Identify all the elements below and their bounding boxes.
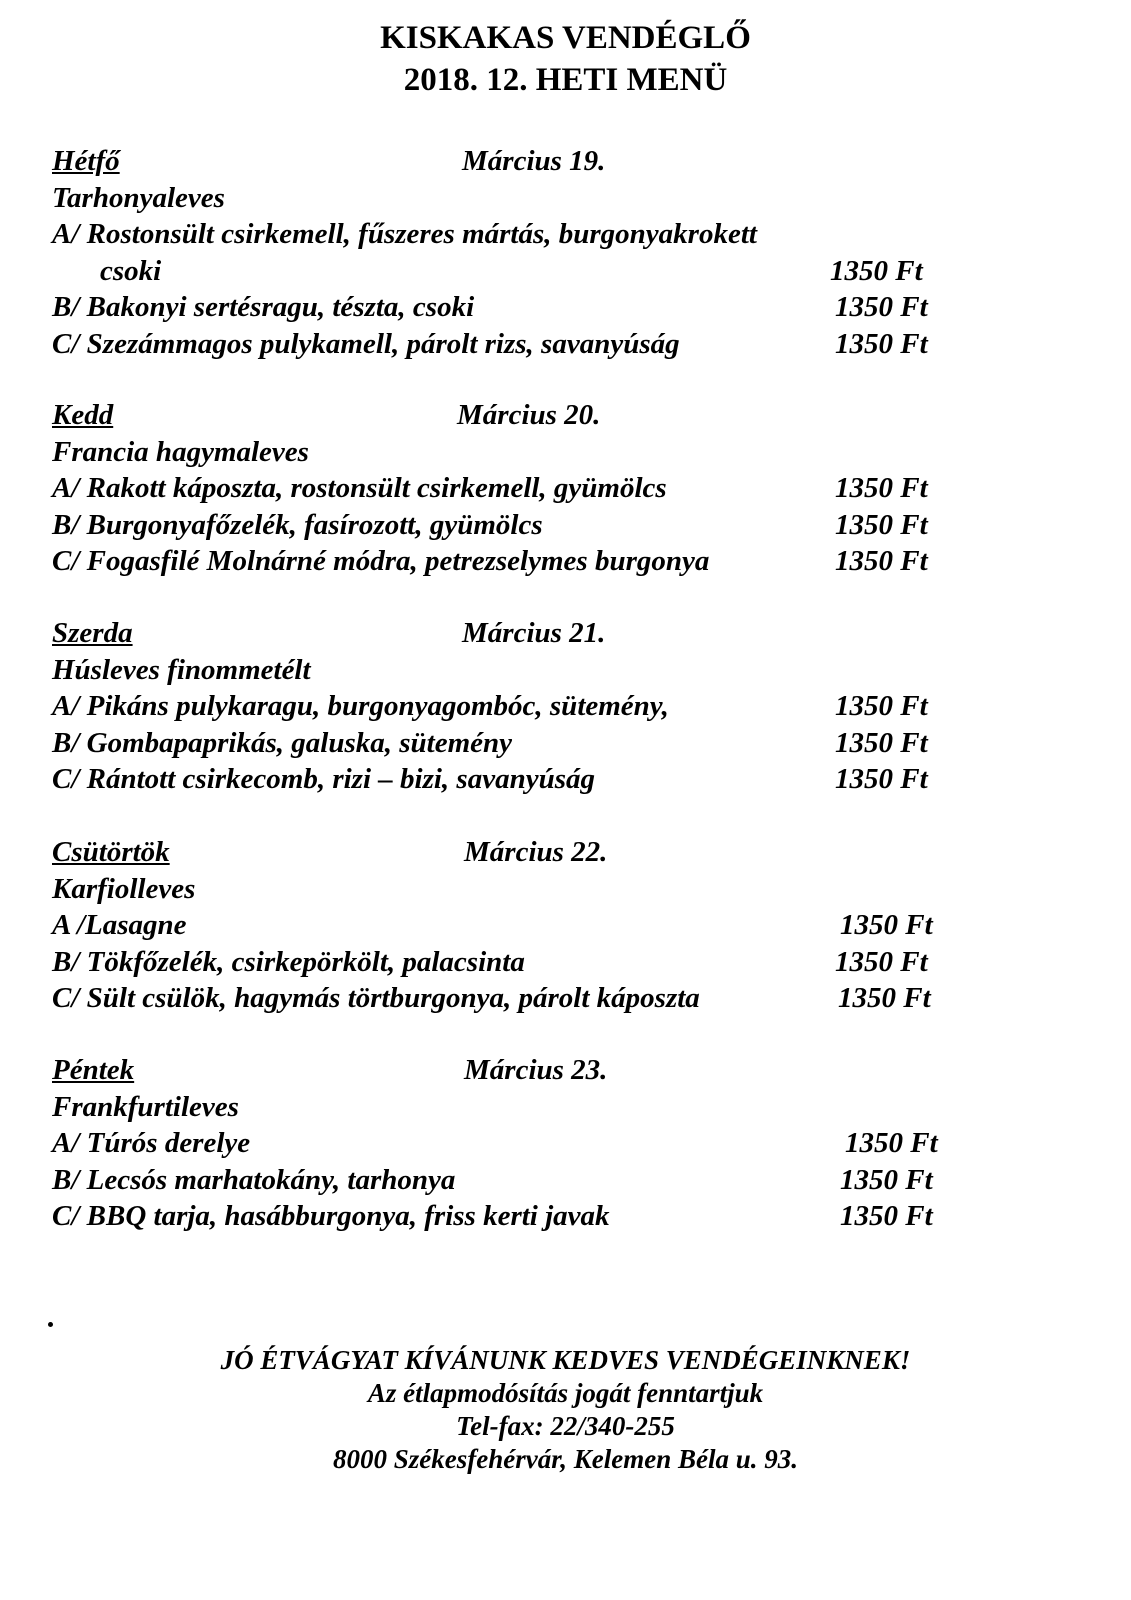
dish-price: 1350 Ft [835, 327, 928, 360]
day-header [52, 1052, 1072, 1089]
dish-price: 1350 Ft [835, 726, 928, 759]
dish-row [52, 1125, 1072, 1162]
dish-price: 1350 Ft [830, 254, 923, 287]
dish-price: 1350 Ft [835, 472, 928, 504]
soup-row [52, 180, 1072, 217]
day-header [52, 143, 1072, 180]
dish-name: B/ Burgonyafőzelék, fasírozott, gyümölcs [52, 508, 543, 541]
dish-name: B/ Tökfőzelék, csirkepörkölt, palacsinta [52, 945, 525, 978]
dish-row [52, 1162, 1072, 1199]
day-date: Március 23. [464, 1054, 608, 1086]
dish-row [52, 289, 1072, 326]
soup-name: Francia hagymaleves [52, 435, 309, 468]
day-header [52, 834, 1072, 871]
day-header [52, 397, 1072, 434]
day-date: Március 21. [462, 617, 606, 649]
dish-name: C/ Fogasfilé Molnárné módra, petrezselymes burgonya [52, 545, 710, 577]
day-date: Március 19. [462, 145, 606, 177]
soup-row [52, 652, 1072, 689]
soup-name: Tarhonyaleves [52, 181, 225, 214]
dish-price: 1350 Ft [835, 291, 928, 323]
day-section-thursday [52, 834, 1072, 1017]
dish-name-continuation: csoki [100, 254, 162, 287]
day-header [52, 615, 1072, 652]
dish-price: 1350 Ft [835, 690, 928, 722]
dish-row [52, 907, 1072, 944]
dish-price: 1350 Ft [835, 545, 928, 577]
dish-name: A/ Rostonsült csirkemell, fűszeres mártás, burgonyakrokett [52, 218, 757, 250]
dish-row [52, 1198, 1072, 1235]
restaurant-name: KISKAKAS VENDÉGLŐ [380, 20, 751, 56]
dish-row [52, 725, 1072, 762]
dish-name: A/ Rakott káposzta, rostonsült csirkemell, gyümölcs [52, 472, 667, 504]
soup-row [52, 434, 1072, 471]
stray-dot [48, 1322, 53, 1327]
day-name: Hétfő [52, 145, 120, 177]
dish-name: B/ Bakonyi sertésragu, tészta, csoki [52, 291, 475, 323]
soup-name: Karfiolleves [52, 872, 196, 905]
dish-row [52, 944, 1072, 981]
dish-row [52, 688, 1072, 725]
dish-price: 1350 Ft [840, 1163, 933, 1196]
footer-address: 8000 Székesfehérvár, Kelemen Béla u. 93. [333, 1444, 798, 1474]
dish-row [52, 543, 1072, 580]
day-section-monday [52, 143, 1072, 362]
day-name: Kedd [52, 399, 114, 431]
dish-name: A/ Túrós derelye [52, 1127, 251, 1159]
day-name: Csütörtök [52, 836, 170, 868]
dish-name: A/ Pikáns pulykaragu, burgonyagombóc, sütemény, [52, 690, 669, 722]
dish-price: 1350 Ft [838, 982, 931, 1014]
dish-row [52, 980, 1072, 1017]
dish-name: C/ BBQ tarja, hasábburgonya, friss kerti javak [52, 1200, 610, 1232]
dish-name: A /Lasagne [52, 909, 187, 941]
footer-phone: Tel-fax: 22/340-255 [456, 1411, 675, 1441]
dish-price: 1350 Ft [845, 1127, 938, 1159]
soup-name: Húsleves finommetélt [52, 653, 311, 686]
day-date: Március 22. [464, 836, 608, 868]
dish-name: B/ Gombapaprikás, galuska, sütemény [52, 726, 513, 759]
dish-price: 1350 Ft [835, 508, 928, 541]
day-section-wednesday [52, 615, 1072, 798]
dish-name: C/ Rántott csirkecomb, rizi – bizi, savanyúság [52, 763, 595, 795]
dish-name: C/ Sült csülök, hagymás törtburgonya, párolt káposzta [52, 982, 700, 1014]
dish-price: 1350 Ft [835, 763, 928, 795]
dish-price: 1350 Ft [835, 945, 928, 978]
day-section-tuesday [52, 397, 1072, 580]
footer-greeting: JÓ ÉTVÁGYAT KÍVÁNUNK KEDVES VENDÉGEINKNEK! [220, 1345, 911, 1375]
dish-row [52, 326, 1072, 363]
dish-price: 1350 Ft [840, 909, 933, 941]
dish-name: B/ Lecsós marhatokány, tarhonya [52, 1163, 456, 1196]
dish-row-continuation [52, 253, 1072, 290]
day-name: Péntek [52, 1054, 135, 1086]
dish-row [52, 761, 1072, 798]
dish-name: C/ Szezámmagos pulykamell, párolt rizs, savanyúság [52, 327, 680, 360]
dish-row [52, 507, 1072, 544]
soup-row [52, 871, 1072, 908]
day-section-friday [52, 1052, 1072, 1235]
menu-week-title: 2018. 12. HETI MENÜ [403, 62, 728, 98]
day-date: Március 20. [457, 399, 601, 431]
footer-note: Az étlapmodósítás jogát fenntartjuk [367, 1378, 764, 1408]
dish-row [52, 470, 1072, 507]
dish-row [52, 216, 1072, 253]
soup-name: Frankfurtileves [52, 1090, 239, 1123]
day-name: Szerda [52, 617, 133, 649]
soup-row [52, 1089, 1072, 1126]
dish-price: 1350 Ft [840, 1200, 933, 1232]
